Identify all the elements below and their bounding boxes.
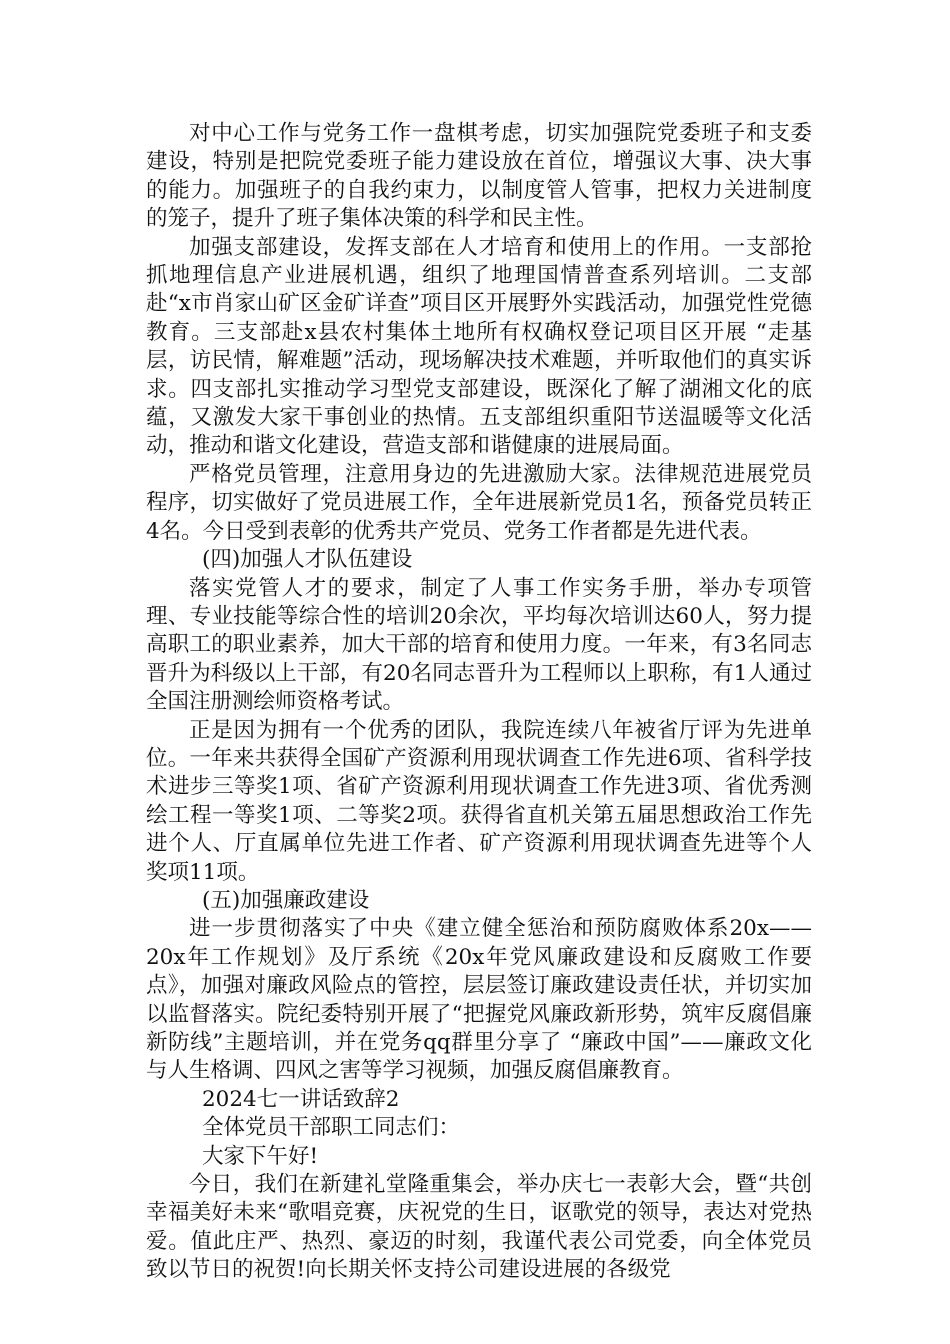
paragraph-committee-building: 对中心工作与党务工作一盘棋考虑，切实加强院党委班子和支委建设，特别是把院党委班子能力建设放在首位，增强议大事、决大事的能力。加强班子的自我约束力，以制度管人管事，把权力关进制度的笼子，提升了班子集体决策的科学和民主性。 bbox=[146, 121, 812, 232]
paragraph-integrity-building: 进一步贯彻落实了中央《建立健全惩治和预防腐败体系20x——20x年工作规划》及厅系统《20x年党风廉政建设和反腐败工作要点》，加强对廉政风险点的管控，层层签订廉政建设责任状，并切实加以监督落实。院纪委特别开展了“把握党风廉政新形势，筑牢反腐倡廉新防线”主题培训，并在党务qq群里分享了 “廉政中国”——廉政文化与人生格调、四风之害等学习视频，加强反腐倡廉教育。 bbox=[146, 916, 812, 1084]
document-page bbox=[146, 120, 812, 1285]
paragraph-speech-opening: 今日，我们在新建礼堂隆重集会，举办庆七一表彰大会，暨“共创幸福美好未来“歌唱竞赛，庆祝党的生日，讴歌党的领导，表达对党热爱。值此庄严、热烈、豪迈的时刻，我谨代表公司党委，向全体党员致以节日的祝贺!向长期关怀支持公司建设进展的各级党 bbox=[146, 1172, 812, 1283]
paragraph-member-management: 严格党员管理，注意用身边的先进激励大家。法律规范进展党员程序，切实做好了党员进展工作，全年进展新党员1名，预备党员转正4名。今日受到表彰的优秀共产党员、党务工作者都是先进代表。 bbox=[146, 461, 812, 544]
section-heading-talent: (四)加强人才队伍建设 bbox=[202, 547, 413, 573]
speech-title: 2024七一讲话致辞2 bbox=[202, 1086, 400, 1112]
speech-salutation: 全体党员干部职工同志们： bbox=[202, 1115, 461, 1141]
paragraph-awards: 正是因为拥有一个优秀的团队，我院连续八年被省厅评为先进单位。一年来共获得全国矿产资源利用现状调查工作先进6项、省科学技术进步三等奖1项、省矿产资源利用现状调查工作先进3项、省优秀测绘工程一等奖1项、二等奖2项。获得省直机关第五届思想政治工作先进个人、厅直属单位先进工作者、矿产资源利用现状调查先进等个人奖项11项。 bbox=[146, 717, 812, 885]
speech-greeting: 大家下午好! bbox=[202, 1143, 319, 1169]
paragraph-talent-team: 落实党管人才的要求，制定了人事工作实务手册，举办专项管理、专业技能等综合性的培训20余次，平均每次培训达60人，努力提高职工的职业素养，加大干部的培育和使用力度。一年来，有3名同志晋升为科级以上干部，有20名同志晋升为工程师以上职称，有1人通过全国注册测绘师资格考试。 bbox=[146, 575, 812, 715]
paragraph-branch-building: 加强支部建设，发挥支部在人才培育和使用上的作用。一支部抢抓地理信息产业进展机遇，组织了地理国情普查系列培训。二支部赴“x市肖家山矿区金矿详查”项目区开展野外实践活动，加强党性党德教育。三支部赴x县农村集体土地所有权确权登记项目区开展 “走基层，访民情，解难题”活动，现场解决技术难题，并听取他们的真实诉求。四支部扎实推动学习型党支部建设，既深化了解了湖湘文化的底蕴，又激发大家干事创业的热情。五支部组织重阳节送温暖等文化活动，推动和谐文化建设，营造支部和谐健康的进展局面。 bbox=[146, 234, 812, 459]
section-heading-integrity: (五)加强廉政建设 bbox=[202, 887, 370, 913]
